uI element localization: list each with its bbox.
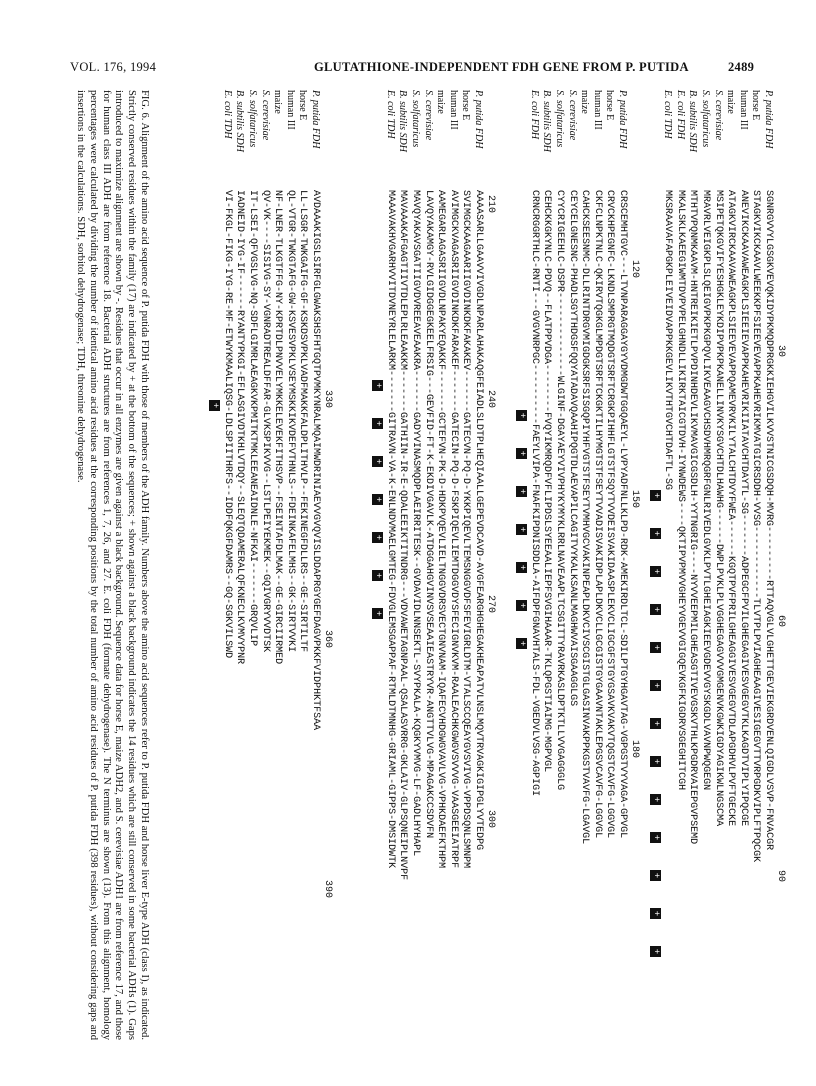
conserved-marker: + (372, 380, 383, 391)
position-number: 210 (485, 195, 496, 214)
sequence-row (590, 90, 603, 1050)
sequence-row (673, 90, 686, 1050)
amino-acid-sequence: MKALSKLKAEEGIWMTDVPVPELGHNDLLIKIRKTAICGTDVH-IYNWDEWS----QKTIPVPMVVGHEYVGEVVGIGQEVKGFKIGDRVSGEGHITCGH (674, 190, 686, 791)
position-number-row (321, 90, 333, 1050)
amino-acid-sequence: MSIPETQKGVIFYESHGKLEYKDIPVPKPKANELLINVKYSGVCHTDLHAWHG------DWPLPVKLPLVGGHEGAGVVVGMGENVKGWKIGDYAGIKWLNGSCMA (712, 190, 724, 827)
conserved-marker: + (650, 604, 661, 615)
alignment-block (207, 90, 333, 1050)
position-number: 270 (485, 595, 496, 614)
conserved-marker-row (514, 90, 527, 1050)
amino-acid-sequence: ANEVIKCKAAVAWEAGKPLSIEEIEVAPPKAHEVRIKIIATAVCHTDAYTL-SG-------ADPEGCFPVILGHEGAGIVESVGEGVTKLKAGDTVIPLYIPQCGE (737, 190, 749, 827)
position-number: 60 (775, 615, 786, 628)
species-label: horse E (297, 90, 309, 121)
conserved-marker: + (516, 448, 527, 459)
sequence-row (724, 90, 737, 1050)
amino-acid-sequence: CKFCLNPKTNLC-QKIRVTQGKGLMPDGTSRFTCKGKTILHYMGTSTFSEYTVVADISVAKIDPLAPLDKVCLLGCGISTGYGAAVNTAKLEPGSVCAVFG-LGGVGL (591, 190, 603, 839)
amino-acid-sequence: STAGKVIKCKAAVLWEEKKPFSIEEVEVAPPKAHEVRIKMVATGICRSDDH-VVSG------------TLVTPLPVIAGHEAAGIVESIGEGVTTVRPGDKVIPLFTPQCGK (750, 190, 762, 863)
amino-acid-sequence: MAVAAAKAFGAGTIIVTDLEPLRLEAAKKM-------GATHIIN-IR-E-QDALEEIKTITNDRG---VDVAWETAGNPAAL-QSALASVRRG-GKLAIV-GLPSQNEIPLNVPF (397, 190, 409, 881)
conserved-marker: + (650, 794, 661, 805)
sequence-row (459, 90, 472, 1050)
species-label: S. solfataricus (410, 90, 422, 148)
sequence-row (308, 90, 321, 1050)
sequence-row (540, 90, 553, 1050)
species-label: P. putida FDH (473, 90, 484, 149)
species-label: E. coli TDH (662, 90, 674, 139)
species-label: S. cerevisiae (566, 90, 578, 141)
species-label: S. cerevisiae (422, 90, 434, 141)
species-label: human III (447, 90, 459, 130)
rotated-figure (66, 90, 786, 1050)
conserved-marker: + (650, 528, 661, 539)
alignment-block (648, 90, 786, 1050)
amino-acid-sequence: CRVCKHPEGNFC-LKNDLSMPRGTMQDGTSRFTCRGKPIHHFLGTSTFSQYTVVDEISVAKIDAASPLEKVCLIGCGFSTGYGSAVKVAKVTQGSTCAVFG-LGGVGL (604, 190, 616, 839)
amino-acid-sequence: AAMEGARLAGASRIIGVDLNPAKYEQAKKF-------GCTEFVN-PK-D-HDKPVQEVLIELTNGGVDRSVECTGNVNAM-IQAFECVHDGWGVAVLVG-VPHKDAEFKTHPM (435, 190, 447, 869)
amino-acid-sequence: MKSRAAVAFAPGKPLEIVEIDVAPPKKGEVLIKVTHTGVCHTDAFTL-SG (662, 190, 674, 491)
amino-acid-sequence: SGNRGVVYLGSGKVEVQKIDYPKMQDPRGKKIEHGVILKVVSTNICGSDQH-MVRG---------RTTAQVGLVLGHETTGEVIEKGRDVENLQIGDLVSVP-FNVACGR (763, 190, 774, 851)
sequence-row (233, 90, 246, 1050)
sequence-row (220, 90, 233, 1050)
position-number: 150 (629, 490, 640, 509)
species-label: human III (591, 90, 603, 130)
conserved-marker-row (207, 90, 220, 1050)
alignment-block (514, 90, 640, 1050)
position-number-row (484, 90, 496, 1050)
amino-acid-sequence: CRSCEMHTGVC---LTVNPARAGGAYGYVDMGDWTGGQAEYL-LVPYADFNLLKLPD-RDK-AMEKIRDLTCL-SDILPTGYHGAVTAG-VGPGSTVYVAGA-GPVGL (617, 190, 628, 839)
species-label: maize (579, 90, 591, 114)
amino-acid-sequence: AVIMGCKVAGASRIIGVDINKDKFARAKEF-------GATECIN-PQ-D-FSKPIQEVLIEMTDGGVDYSFECIGNVKVM-RAALEACHKGWGVSVVVG-VAASGEEIATRPF (447, 190, 459, 869)
conserved-marker: + (650, 870, 661, 881)
amino-acid-sequence: AVDAAAKIGSLSIRFGLGWAKSHSFHTGQTPVMKYNRALMQAIMWDRINIAEVVGVQVISLDDAPRGYGEFDAGVPKKFVIDPHKTFSAA (310, 190, 321, 731)
sequence-row (578, 90, 591, 1050)
amino-acid-sequence: CEYCELGNESNC-PHADLSGYTHDGSFQQYATADAVQAAHIPQGTDLAEVAPILCAGITVYKALKSANLMAGHWVAISGAAGGLGS (566, 190, 578, 707)
sequence-row (408, 90, 421, 1050)
conserved-marker-row (370, 90, 383, 1050)
conserved-marker: + (372, 570, 383, 581)
species-label: maize (435, 90, 447, 114)
sequence-row (686, 90, 699, 1050)
conserved-marker: + (516, 486, 527, 497)
amino-acid-sequence: MAAAVAKHVGARHVVITDVNEYRLELARKM-------GITRAVN-VA-K-ENLNDVMAELGMTEG-FDVGLEMSGAPPAF-RTMLDTMNHG-GRIAML-GIPPS-DMSIDWTK (384, 190, 396, 869)
species-label: S. solfataricus (554, 90, 566, 148)
amino-acid-sequence: CAHCKSEESNMC-DLLRINTDRGVMIGDGKSRFSISGQPIYHFVGTSTFSEYTVMHVGCVAKINPEAPLDKVCIVSCGISTGLGASINVAKPPKGSTVAVFG-LGAVGL (579, 190, 591, 845)
position-number: 90 (775, 870, 786, 883)
species-label: horse E (604, 90, 616, 121)
conserved-marker: + (516, 638, 527, 649)
conserved-marker: + (650, 908, 661, 919)
sequence-row (527, 90, 540, 1050)
conserved-marker: + (372, 418, 383, 429)
amino-acid-sequence: IT-LSEI-QFVGSLVG-NQ-SDFLGIMRLAEAGKVKPMITKTMKLEEANEAIDNLE-NFKAI-------GRQVLIP (247, 190, 259, 647)
sequence-row (245, 90, 258, 1050)
amino-acid-sequence: CEHCKKGKYNLC-PDVQ--FLATPPVDGA--------FVQYIKMRQDFVFLIPDSLSYEEAALIEPFSVGIHAAAR-TKLQPGSTIAIMG-MGPVGL (541, 190, 553, 773)
conserved-marker: + (372, 494, 383, 505)
position-number: 180 (629, 740, 640, 759)
species-label: human III (284, 90, 296, 130)
species-label: B. subtilis SDH (397, 90, 409, 152)
conserved-marker: + (650, 566, 661, 577)
conserved-marker: + (209, 400, 220, 411)
amino-acid-sequence: MRAVRLVEIGKPLSLQEIGVPKPKGPQVLIKVEAAGVCHSDVHMRQGRFGNLRIVEDLGVKLPVTLGHEIAGKIEEVGDEVVGYSKGDLVAVNPWQGEGN (700, 190, 712, 791)
sequence-row (258, 90, 271, 1050)
conserved-marker: + (650, 756, 661, 767)
position-number: 330 (322, 390, 333, 409)
running-head: GLUTATHIONE-INDEPENDENT FDH GENE FROM P. PUTIDA (314, 60, 689, 74)
position-number: 120 (629, 260, 640, 279)
species-label: horse E (750, 90, 762, 121)
conserved-marker: + (372, 608, 383, 619)
conserved-marker: + (516, 600, 527, 611)
amino-acid-sequence: ATAGKVIRCKAAVAWEAGKPLSIEEVEVAPPQAMEVRVKILYTALCHTDVYFWEA------KGQTPVFPRILGHEAGGIVESVGEGVTDLAPGDHVLPVFTGECKE (725, 190, 737, 827)
species-label: human III (737, 90, 749, 130)
sequence-row (603, 90, 616, 1050)
conserved-marker: + (372, 532, 383, 543)
conserved-marker: + (372, 456, 383, 467)
species-label: S. solfataricus (700, 90, 712, 148)
conserved-marker: + (650, 490, 661, 501)
amino-acid-sequence: LAVQYAKAMGY-RVLGIDGGEGKEELFRSIG---GEVFID-FT-K-EKDIVGAVLK-ATDGGAHGVINVSVSEAAIEASTRYVR-ANGTTVLVG-MPAGAKCCSDVFN (422, 190, 434, 839)
sequence-row (615, 90, 628, 1050)
species-label: E. coli FDH (674, 90, 686, 140)
sequence-row (446, 90, 459, 1050)
alignment-block (370, 90, 496, 1050)
conserved-marker: + (650, 680, 661, 691)
species-label: S. cerevisiae (712, 90, 724, 141)
sequence-row (661, 90, 674, 1050)
conserved-marker: + (516, 524, 527, 535)
sequence-row (434, 90, 447, 1050)
position-number: 360 (322, 630, 333, 649)
conserved-marker-row (648, 90, 661, 1050)
conserved-marker: + (516, 562, 527, 573)
conserved-marker: + (650, 832, 661, 843)
species-label: E. coli FDH (528, 90, 540, 140)
sequence-row (383, 90, 396, 1050)
sequence-row (471, 90, 484, 1050)
position-number: 300 (485, 810, 496, 829)
species-label: P. putida FDH (310, 90, 321, 149)
sequence-row (749, 90, 762, 1050)
sequence-row (283, 90, 296, 1050)
sequence-row (421, 90, 434, 1050)
figure-caption: FIG. 6. Alignment of the amino acid sequence of P. putida FDH with those of members of the ADH family. Numbers above the amino acid sequences refer to P. putida FDH and horse liver E-type ADH (class I), as indicated. Strictly conserved residues within the family (17) are indicated by + at the bottom of the sequences; + shown against a black background indicates the 14 residues which are still conserved in some bacterial ADHs (1). Gaps introduced to maximize alignment are shown by -. Residues that occur in all enzymes are given against a black background. Sequence data for horse E, maize ADH2, and S. cerevisiae ADH1 are from reference 17, and those for human class III ADH are from reference 18. Bacterial ADH structures are from references 1, 7, 26, and 27. E. coli FDH (formate dehydrogenase). The N terminus are shown (13). From this alignment, homology percentages were calculated by dividing the number of identical amino acid residues at the corresponding positions by the total number of amino acid residues of P. putida FDH (398 residues), without considering gaps and insertions in the calculations. SDH, sorbitol dehydrogenase; TDH, threonine dehydrogenase. (75, 90, 150, 1040)
position-number: 240 (485, 390, 496, 409)
page-number: 2489 (728, 60, 755, 74)
conserved-marker: + (650, 718, 661, 729)
position-number: 390 (322, 880, 333, 899)
amino-acid-sequence: VI-FKGL-FIKG-IYG-RE-MF-ETWYKMAALIQSG-LDLSPIITHRFS--IDDFQKGFDAMRS--GQ-SGKVILSWD (221, 190, 233, 659)
species-label: P. putida FDH (617, 90, 628, 149)
amino-acid-sequence: SVIMGCKAAGAARIIGVDINKDKFAKAKEV-------GATECVN-PQ-D-YKKPIQEVLTEMSNGGVDFSFEVIGRLDTM-VTALSCCQEAYGVSVIVG-VPPDSQNLSMNPM (460, 190, 472, 869)
sequence-row (711, 90, 724, 1050)
conserved-marker: + (516, 410, 527, 421)
sequence-row (565, 90, 578, 1050)
species-label: maize (725, 90, 737, 114)
position-number-row (774, 90, 786, 1050)
species-label: B. subtilis SDH (234, 90, 246, 152)
amino-acid-sequence: CYYCRIGEEHLC-DSPR--------------WLGINF-DGAYAEYVIVPHYKYMYKLRRLNAVEAAPLTCSGITTYRAVRKASLDPTKTLLVVGAGGGLG (554, 190, 566, 791)
sequence-row (552, 90, 565, 1050)
position-number-row (628, 90, 640, 1050)
species-label: S. solfataricus (247, 90, 259, 148)
amino-acid-sequence: AAAASARLLGAAVVIVGDLNPARLAHAKAQGFEIADLSLDTPLHEQIAALLGEPEVDCAVD-AVGFEARGHGHEGAKHEAPATVLNSLMQVTRVAGKIGIPGLYVTEDPG (473, 190, 484, 851)
sequence-row (736, 90, 749, 1050)
sequence-row (296, 90, 309, 1050)
amino-acid-sequence: MAVQYAKAVSGATIIGVDVREEAVEAAKRA-------GADYVINASMQDPLAEIRRITESK--GVDAVIDLNNSEKTL-SVYPKALA-KQGKYVMVG-LF-GADLHYHAPL (410, 190, 422, 857)
species-label: E. coli TDH (221, 90, 233, 139)
amino-acid-sequence: NF-LNER-TLKGTFFG-NY-KPRTDLPNVVELYMKKELEVEKFITHSVP--FSEINTAFDLMAK--GE-GIRCIIRMED (272, 190, 284, 665)
position-number: 30 (775, 345, 786, 358)
amino-acid-sequence: MTHTVPQNMKAAVM-HNTREIKIETLPVPDINHDEVLIKVMAVGICGSDLH-YYTNGRIG----NYVVEEPMILGHEASGTIVEVGSKVTHLKPGDRVAIEPGVPSEMD (687, 190, 699, 845)
amino-acid-sequence: CRNCRGGRTHLC-RNTI---GVGVNRPGC----------FAEYLVIPA-FNAFKIPDNISDDLA-AIFDPFGNAVHTALS-FDL-VGEDVLVSG-AGPIGI (528, 190, 540, 797)
amino-acid-sequence: IADNEID-IYG-IF------RYANTYPKGI-EFLASGIVDTKHLVTDQY--SLEQTQDAMERALQFKNECLKVMVYPNR (234, 190, 246, 665)
conserved-marker: + (650, 946, 661, 957)
sequence-row (396, 90, 409, 1050)
species-label: E. coli TDH (384, 90, 396, 139)
species-label: P. putida FDH (763, 90, 774, 149)
conserved-marker: + (650, 642, 661, 653)
species-label: maize (272, 90, 284, 114)
species-label: B. subtilis SDH (541, 90, 553, 152)
species-label: S. cerevisiae (259, 90, 271, 141)
sequence-row (271, 90, 284, 1050)
volume-label: VOL. 176, 1994 (70, 60, 157, 74)
species-label: horse E (460, 90, 472, 121)
amino-acid-sequence: QL-VTGR-TWKGTAFG-GW-KSVESVPKLVSEYMSKKIKVDEFVTHNLS--FDEINKAFELMHS--GK-SIRTVVKI (284, 190, 296, 653)
amino-acid-sequence: LL-LSGR-TWKGAIFG-GF-KSKDSVPKLVADFMAKKFALDPLITHVLP--FEKINEGFDLLRS--GE-SIRTILTF (297, 190, 309, 653)
amino-acid-sequence: QV-VK----SISIVG-SY-VGNRADTREALDFFAR-GLVKSPIKVVG--LSTLPEIYEKMEK--GQIVGRYVVDTSK (259, 190, 271, 653)
sequence-row (698, 90, 711, 1050)
species-label: B. subtilis SDH (687, 90, 699, 152)
sequence-row (761, 90, 774, 1050)
